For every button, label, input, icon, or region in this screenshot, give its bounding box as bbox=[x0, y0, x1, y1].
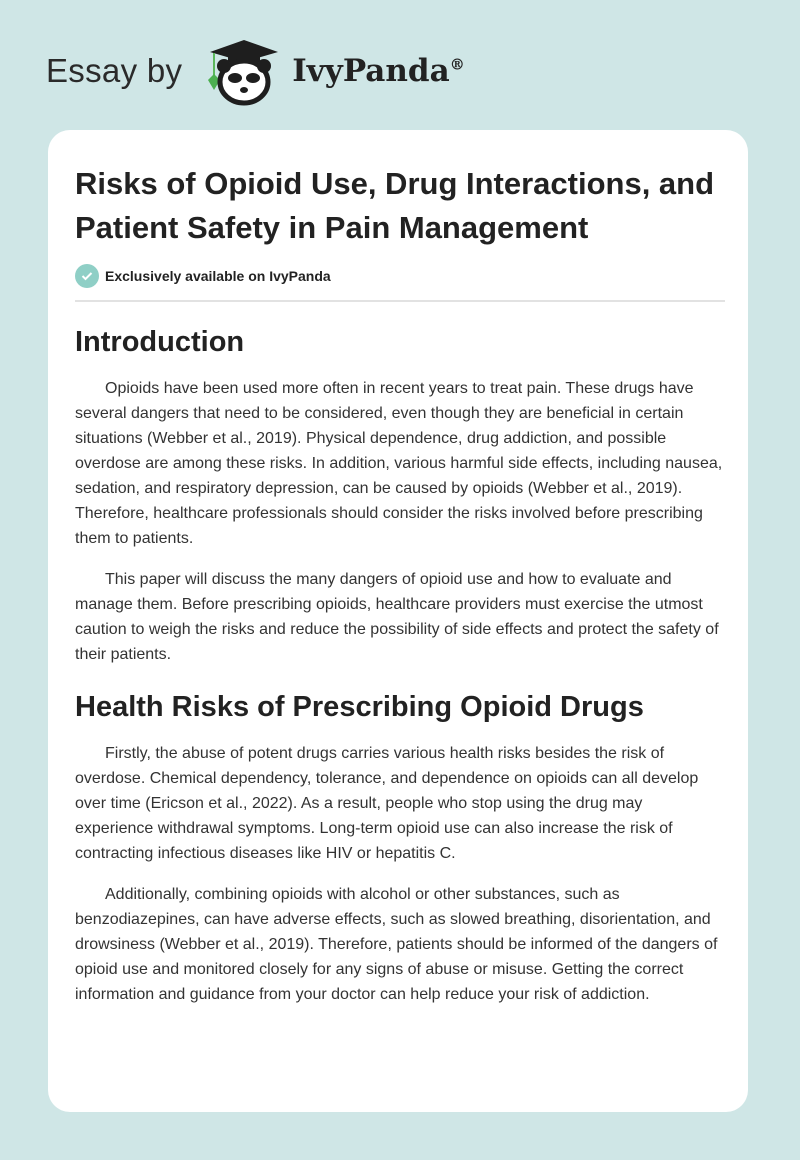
brand-name[interactable] bbox=[292, 53, 464, 89]
divider bbox=[75, 300, 725, 302]
exclusive-badge bbox=[75, 264, 725, 288]
paragraph: Opioids have been used more often in recent years to treat pain. These drugs have several dangers that need to be considered, even though they are beneficial in certain situations (Webber et al., 2019). Physical dependence, drug addiction, and possible overdose are among these risks. In addition, various harmful side effects, including nausea, sedation, and respiratory depression, can be caused by opioids (Webber et al., 2019). Therefore, healthcare professionals should consider the risks involved before prescribing them to patients. bbox=[75, 380, 723, 547]
essay-by-label: Essay by bbox=[46, 52, 183, 89]
site-header bbox=[46, 36, 465, 106]
essay-card bbox=[48, 130, 748, 1112]
panda-logo-icon[interactable] bbox=[200, 36, 284, 106]
page-title: Risks of Opioid Use, Drug Interactions, and Patient Safety in Pain Management bbox=[75, 166, 715, 245]
section-heading: Introduction bbox=[75, 326, 245, 358]
paragraph: This paper will discuss the many dangers of opioid use and how to evaluate and manage them. Before prescribing opioids, healthcare providers must exercise the utmost caution to weigh the risks and reduce the possibility of side effects and protect the safety of their patients. bbox=[75, 571, 719, 663]
paragraph: Additionally, combining opioids with alcohol or other substances, such as benzodiazepines, can have adverse effects, such as slowed breathing, disorientation, and drowsiness (Webber et al., 2019). Therefore, patients should be informed of the dangers of opioid use and monitored closely for any signs of abuse or misuse. Getting the correct information and guidance from your doctor can help reduce your risk of addiction. bbox=[75, 886, 718, 1003]
check-icon bbox=[75, 264, 99, 288]
registered-mark: ® bbox=[449, 55, 465, 74]
brand-text: IvyPanda bbox=[292, 53, 450, 89]
section-heading: Health Risks of Prescribing Opioid Drugs bbox=[75, 691, 644, 723]
paragraph: Firstly, the abuse of potent drugs carries various health risks besides the risk of overdose. Chemical dependency, tolerance, and dependence on opioids can all develop over time (Ericson et al., 2022). As a result, people who stop using the drug may experience withdrawal symptoms. Long-term opioid use can also increase the risk of contracting infectious diseases like HIV or hepatitis C. bbox=[75, 745, 699, 862]
badge-text: Exclusively available on IvyPanda bbox=[105, 268, 331, 284]
